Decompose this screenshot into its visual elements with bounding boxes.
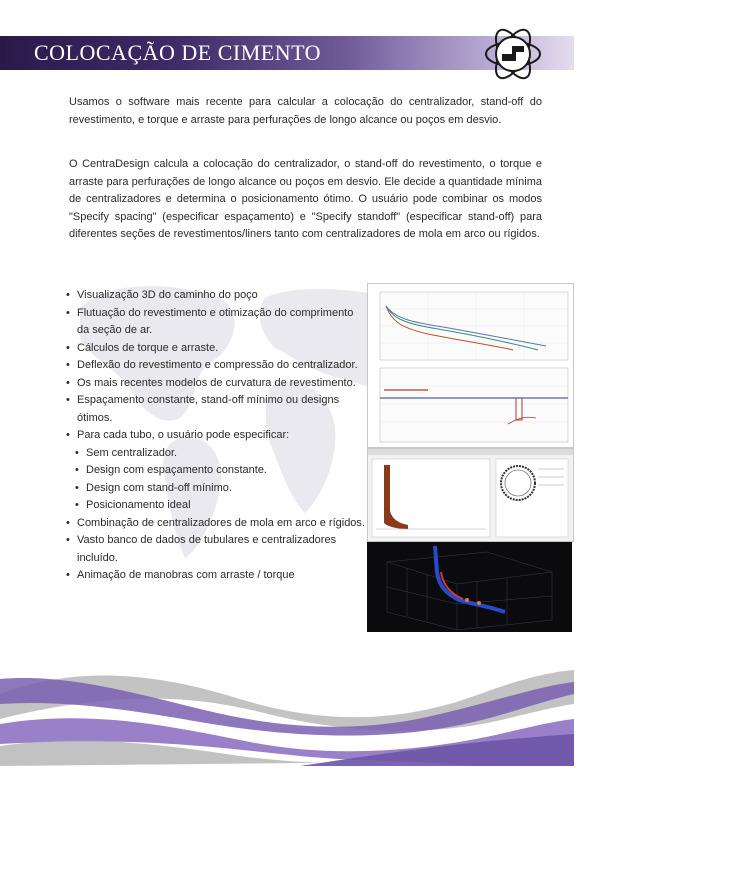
feature-item: • Para cada tubo, o usuário pode especificar: bbox=[66, 427, 366, 445]
decorative-waves-icon bbox=[0, 664, 574, 766]
page-title: COLOCAÇÃO DE CIMENTO bbox=[34, 40, 322, 65]
feature-subitem: • Design com espaçamento constante. bbox=[66, 462, 366, 480]
feature-subitem: • Design com stand-off mínimo. bbox=[66, 480, 366, 498]
intro-paragraph-2: O CentraDesign calcula a colocação do centralizador, o stand-off do revestimento, o torque e arraste para perfurações de longo alcance ou poços em desvio. Ele decide a quantidade mínima de centralizadores e determina o posicionamento ótimo. O usuário pode combinar os modos "Specify spacing" (especificar espaçamento) e "Specify standoff" (especificar stand-off) para diferentes seções de revestimentos/liners tanto com centralizadores de mola em arco ou rígidos. bbox=[69, 158, 542, 240]
feature-item: • Combinação de centralizadores de mola em arco e rígidos. bbox=[66, 515, 366, 533]
feature-item: • Vasto banco de dados de tubulares e centralizadores incluído. bbox=[66, 532, 366, 567]
torque-drag-plot-screenshot bbox=[367, 283, 574, 448]
feature-subitem: • Sem centralizador. bbox=[66, 445, 366, 463]
feature-item: • Deflexão do revestimento e compressão do centralizador. bbox=[66, 357, 366, 375]
feature-subitem: • Posicionamento ideal bbox=[66, 497, 366, 515]
feature-item: • Os mais recentes modelos de curvatura de revestimento. bbox=[66, 375, 366, 393]
feature-item: • Flutuação do revestimento e otimização do comprimento da seção de ar. bbox=[66, 305, 366, 340]
intro-paragraph-1: Usamos o software mais recente para calcular a colocação do centralizador, stand-off do revestimento, e torque e arraste para perfurações de longo alcance ou poços em desvio. bbox=[69, 96, 542, 126]
feature-item: • Animação de manobras com arraste / torque bbox=[66, 567, 366, 585]
casing-standoff-screenshot bbox=[367, 448, 574, 542]
feature-item: • Visualização 3D do caminho do poço bbox=[66, 287, 366, 305]
feature-item: • Cálculos de torque e arraste. bbox=[66, 340, 366, 358]
feature-list bbox=[66, 287, 366, 585]
wellpath-3d-screenshot bbox=[367, 542, 572, 632]
company-logo-icon bbox=[482, 24, 544, 84]
feature-item: • Espaçamento constante, stand-off mínimo ou designs ótimos. bbox=[66, 392, 366, 427]
